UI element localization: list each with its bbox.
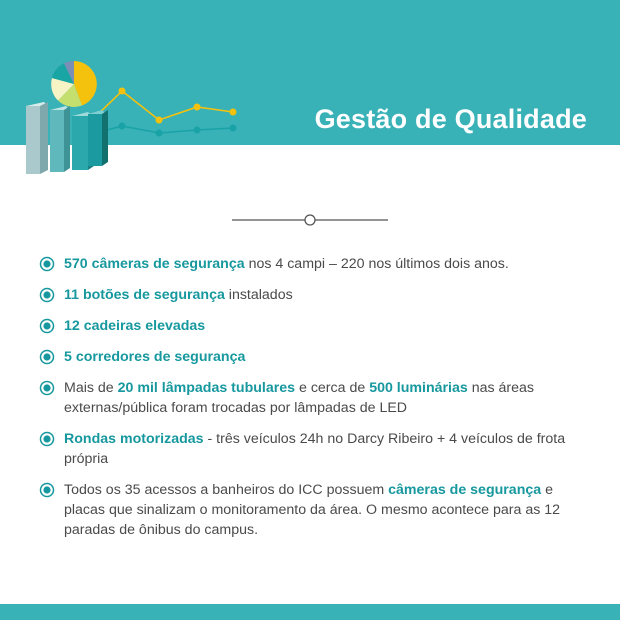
body-text: Mais de [64,380,118,396]
bullet-list [38,254,578,551]
highlight-text: 500 luminárias [369,380,468,396]
highlight-text: 12 cadeiras elevadas [64,318,206,334]
bullet-item-buttons [38,285,578,305]
body-text: instalados [224,287,293,303]
bullet-item-patrols [38,429,578,469]
highlight-text: 5 corredores de segurança [64,349,246,365]
bullet-point-icon [39,482,55,498]
body-text: Todos os 35 acessos a banheiros do ICC possuem [64,482,389,498]
bullet-point-icon [39,256,55,272]
footer-band [0,604,620,620]
bullet-item-cameras [38,254,578,274]
body-text: e placas que sinalizam o monitoramento da área. O mesmo acontece para as 12 paradas de ônibus do campus. [64,482,561,538]
body-text: - três veículos 24h no Darcy Ribeiro + 4 veículos de frota própria [64,431,566,467]
charts-illustration-icon [22,54,242,176]
bullet-item-chairs [38,316,578,336]
bullet-item-corridors [38,347,578,367]
body-text: nas áreas externas/pública foram trocadas por lâmpadas de LED [64,380,535,416]
highlight-text: 11 botões de segurança [64,287,225,303]
highlight-text: 570 câmeras de segurança [64,256,245,272]
body-text: e cerca de [295,380,370,396]
highlight-text: câmeras de segurança [388,482,542,498]
bullet-item-lamps [38,378,578,418]
page-title: Gestão de Qualidade [314,104,587,134]
ornamental-divider [230,210,390,230]
highlight-text: 20 mil lâmpadas tubulares [117,380,296,396]
body-text: nos 4 campi – 220 nos últimos dois anos. [244,256,509,272]
bullet-point-icon [39,349,55,365]
bullet-point-icon [39,431,55,447]
bullet-point-icon [39,287,55,303]
bullet-item-restrooms [38,480,578,540]
bullet-point-icon [39,318,55,334]
highlight-text: Rondas motorizadas [64,431,204,447]
bullet-point-icon [39,380,55,396]
